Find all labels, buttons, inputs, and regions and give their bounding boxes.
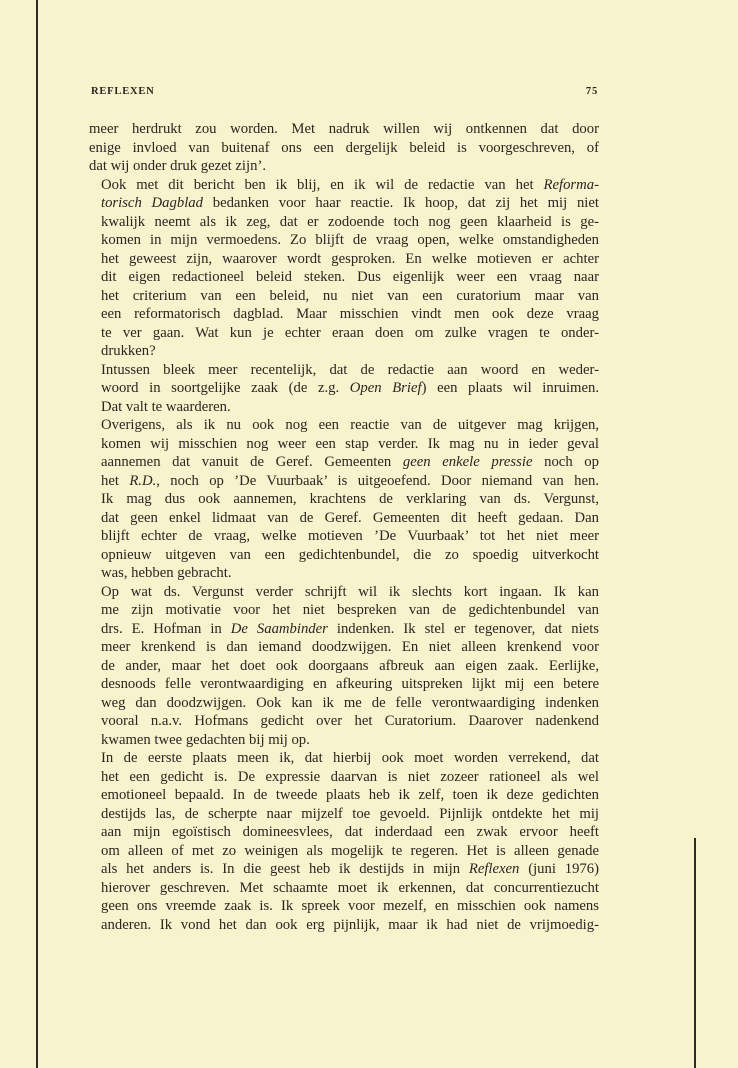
text-line: aan mijn egoïstisch domineesvlees, dat inderdaad een zwak ervoor heeft — [101, 824, 599, 840]
italic-term: torisch Dagblad — [101, 195, 203, 211]
text-line: Dat valt te waarderen. — [101, 398, 231, 415]
text-line: Overigens, als ik nu ook nog een reactie van de uitgever mag krijgen, — [101, 417, 599, 433]
text-line: meer krenkend is dan iemand doodzwijgen. En niet alleen krenkend voor — [101, 639, 599, 655]
page-edge-right — [694, 838, 696, 1068]
italic-term: De Saambinder — [230, 620, 328, 637]
paragraph-4 — [89, 416, 599, 583]
text-line: torisch Dagblad bedanken voor haar reactie. Ik hoop, dat zij het mij niet — [101, 195, 599, 211]
text-line: aannemen dat vanuit de Geref. Gemeenten geen enkele pressie noch op — [101, 454, 599, 470]
text-line: Ook met dit bericht ben ik blij, en ik wil de redactie van het Reforma- — [101, 176, 599, 193]
text-line: drukken? — [101, 343, 156, 359]
text-line: dit eigen redactioneel beleid steken. Dus eigenlijk weer een vraag naar — [101, 269, 599, 285]
text-line: destijds las, de scherpte naar mijzelf toe gevoeld. Pijnlijk ontdekte het mij — [101, 805, 599, 822]
page-edge-left — [36, 0, 38, 1068]
italic-term: Reforma- — [543, 176, 599, 193]
paragraph-1 — [89, 120, 599, 176]
paragraph-3 — [89, 361, 599, 417]
text-line: het R.D., noch op ’De Vuurbaak’ is uitgeoefend. Door niemand van hen. — [101, 472, 599, 489]
text-line: als het anders is. In die geest heb ik destijds in mijn Reflexen (juni 1976) — [101, 861, 600, 877]
text-line: dat wij onder druk gezet zijn’. — [89, 158, 267, 174]
italic-term: Open Brief — [349, 380, 422, 396]
text-line: blijft echter de vraag, welke motieven ’De Vuurbaak’ tot het niet meer — [101, 528, 599, 544]
text-line: om alleen of met zo weinigen als mogelijk te regeren. Het is alleen genade — [101, 842, 599, 859]
text-line: woord in soortgelijke zaak (de z.g. Open Brief) een plaats wil inruimen. — [101, 380, 599, 396]
text-line: was, hebben gebracht. — [101, 565, 232, 581]
running-title: REFLEXEN — [91, 86, 155, 97]
text-line: enige invloed van buitenaf ons een dergelijk beleid is voorgeschreven, of — [89, 139, 599, 156]
text-line: komen wij misschien nog weer een stap verder. Ik mag nu in ieder geval — [101, 435, 599, 452]
text-line: desnoods felle verontwaardiging en afkeuring uitspreken lijkt mij een betere — [101, 676, 599, 692]
text-line: Ik mag dus ook aannemen, krachtens de verklaring van ds. Vergunst, — [101, 491, 599, 507]
text-line: het een gedicht is. De expressie daarvan is niet zozeer rationeel als wel — [101, 768, 599, 785]
text-line: me zijn motivatie voor het niet bespreken van de gedichtenbundel van — [101, 602, 599, 618]
text-line: weg dan doodzwijgen. Ook kan ik me de felle verontwaardiging indenken — [101, 694, 599, 711]
text-line: In de eerste plaats meen ik, dat hierbij ook moet worden verrekend, dat — [101, 750, 599, 766]
paragraph-6 — [89, 749, 599, 934]
text-line: hierover geschreven. Met schaamte moet ik erkennen, dat concurrentiezucht — [101, 879, 599, 896]
text-line: kwamen twee gedachten bij mij op. — [101, 731, 310, 748]
text-line: drs. E. Hofman in De Saambinder indenken. Ik stel er tegenover, dat niets — [101, 620, 599, 637]
italic-term: Reflexen — [468, 861, 520, 877]
text-line: dat geen enkel lidmaat van de Geref. Gemeenten dit heeft gedaan. Dan — [101, 509, 599, 526]
body-text — [89, 120, 599, 934]
running-header — [91, 86, 598, 97]
italic-term: geen enkele pressie — [402, 454, 533, 470]
text-line: kwalijk neemt als ik zeg, dat er zodoende toch nog geen klaarheid is ge- — [101, 213, 599, 230]
text-line: de ander, maar het doet ook doorgaans afbreuk aan eigen zaak. Eerlijke, — [101, 657, 599, 674]
paragraph-2 — [89, 176, 599, 361]
text-line: een reformatorisch dagblad. Maar misschien vindt men ook deze vraag — [101, 306, 599, 322]
text-line: anderen. Ik vond het dan ook erg pijnlijk, maar ik had niet de vrijmoedig- — [101, 916, 599, 933]
text-line: emotioneel bepaald. In de tweede plaats heb ik zelf, toen ik deze gedichten — [101, 787, 599, 803]
page-number: 75 — [585, 86, 598, 97]
text-line: het criterium van een beleid, nu niet van een curatorium maar van — [101, 287, 599, 304]
text-line: het geweest zijn, waarover wordt gesproken. En welke motieven er achter — [101, 250, 599, 267]
text-line: opnieuw uitgeven van een gedichtenbundel, die zo spoedig uitverkocht — [101, 546, 599, 563]
text-line: Op wat ds. Vergunst verder schrijft wil ik slechts kort ingaan. Ik kan — [101, 583, 599, 600]
text-line: komen in mijn vermoedens. Zo blijft de vraag open, welke omstandigheden — [101, 232, 599, 248]
text-line: Intussen bleek meer recentelijk, dat de redactie aan woord en weder- — [101, 361, 599, 378]
text-line: vooral n.a.v. Hofmans gedicht over het Curatorium. Daarover nadenkend — [101, 713, 599, 729]
text-line: meer herdrukt zou worden. Met nadruk willen wij ontkennen dat door — [89, 121, 599, 137]
text-line: geen ons vreemde zaak is. Ik spreek voor mezelf, en misschien ook namens — [101, 898, 599, 914]
italic-term: R.D. — [129, 472, 157, 489]
text-line: te ver gaan. Wat kun je echter eraan doen om zulke vragen te onder- — [101, 324, 599, 341]
paragraph-5 — [89, 583, 599, 750]
